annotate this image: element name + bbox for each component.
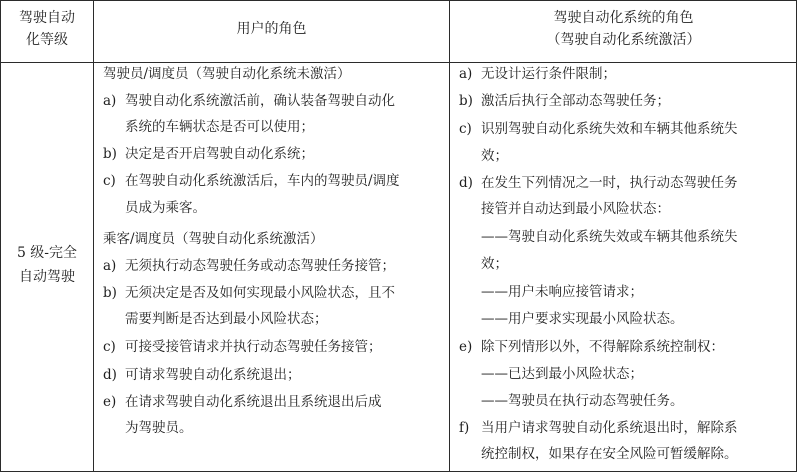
header-user-role: 用户的角色 xyxy=(236,21,307,37)
header-level-cell xyxy=(1,7,93,51)
system-item-e-sub2: ——驾驶员在执行动态驾驶任务。 xyxy=(481,393,684,409)
system-item-a-marker: a) xyxy=(459,66,473,82)
user-item-c xyxy=(103,169,400,194)
system-item-b xyxy=(459,89,670,114)
passenger-item-e-line1: 在请求驾驶自动化系统退出且系统退出后成 xyxy=(125,394,382,410)
system-item-c-marker: c) xyxy=(459,121,472,137)
passenger-item-b-line2: 需要判断是否达到最小风险状态； xyxy=(125,311,328,327)
user-item-b-line1: 决定是否开启驾驶自动化系统； xyxy=(125,146,314,162)
system-item-f xyxy=(459,416,738,441)
level-cell xyxy=(1,241,93,289)
system-item-c-line1: 识别驾驶自动化系统失效和车辆其他系统失 xyxy=(481,121,738,137)
passenger-item-d xyxy=(103,363,301,388)
user-item-a-line2: 系统的车辆状态是否可以使用； xyxy=(125,119,314,135)
system-item-d-line2: 接管并自动达到最小风险状态： xyxy=(481,201,670,217)
user-item-c-line2: 员成为乘客。 xyxy=(125,200,206,216)
header-system-role-line1: 驾驶自动化系统的角色 xyxy=(553,10,694,26)
system-item-a-line1: 无设计运行条件限制； xyxy=(481,66,616,82)
system-item-e-marker: e) xyxy=(459,339,473,355)
user-item-a-marker: a) xyxy=(103,93,117,109)
driver-heading: 驾驶员/调度员（驾驶自动化系统未激活） xyxy=(103,66,351,82)
system-item-d xyxy=(459,171,738,196)
user-item-b-marker: b) xyxy=(103,146,117,162)
passenger-item-c xyxy=(103,335,382,360)
header-level-line1: 驾驶自动 xyxy=(19,10,75,26)
user-item-b xyxy=(103,142,314,167)
system-item-f-line1: 当用户请求驾驶自动化系统退出时，解除系 xyxy=(481,420,738,436)
system-item-d-line1: 在发生下列情况之一时，执行动态驾驶任务 xyxy=(481,175,738,191)
system-item-f-marker: f) xyxy=(459,420,470,436)
level-line1: 5 级-完全 xyxy=(16,245,78,261)
system-item-e-line1: 除下列情形以外，不得解除系统控制权： xyxy=(481,339,724,355)
level-line2: 自动驾驶 xyxy=(19,269,75,285)
system-item-a xyxy=(459,62,616,87)
header-system-role-cell xyxy=(450,7,797,51)
system-item-d-sub2: ——用户未响应接管请求； xyxy=(481,284,643,300)
user-item-a-line1: 驾驶自动化系统激活前，确认装备驾驶自动化 xyxy=(125,93,395,109)
system-item-e-sub1: ——已达到最小风险状态； xyxy=(481,366,643,382)
system-item-c xyxy=(459,117,738,142)
user-item-c-line1: 在驾驶自动化系统激活后，车内的驾驶员/调度 xyxy=(125,173,400,189)
column-divider-2 xyxy=(449,1,450,471)
passenger-item-d-line1: 可请求驾驶自动化系统退出； xyxy=(125,367,301,383)
system-item-c-line2: 效； xyxy=(481,148,508,164)
passenger-item-a-line1: 无须执行动态驾驶任务或动态驾驶任务接管； xyxy=(125,258,395,274)
system-item-d-sub1-line2: 效； xyxy=(481,256,508,272)
passenger-item-e-line2: 为驾驶员。 xyxy=(125,420,193,436)
system-item-d-marker: d) xyxy=(459,175,473,191)
passenger-item-c-line1: 可接受接管请求并执行动态驾驶任务接管； xyxy=(125,339,382,355)
passenger-item-a xyxy=(103,254,395,279)
system-item-d-sub1-line1: ——驾驶自动化系统失效或车辆其他系统失 xyxy=(481,229,738,245)
passenger-item-e xyxy=(103,390,382,415)
user-item-c-marker: c) xyxy=(103,173,116,189)
column-divider-1 xyxy=(93,1,94,471)
system-item-b-marker: b) xyxy=(459,93,473,109)
header-system-role-line2: （驾驶自动化系统激活） xyxy=(546,32,701,48)
system-item-b-line1: 激活后执行全部动态驾驶任务； xyxy=(481,93,670,109)
user-item-a xyxy=(103,89,395,114)
passenger-heading: 乘客/调度员（驾驶自动化系统激活） xyxy=(103,231,324,247)
header-level-line2: 化等级 xyxy=(26,32,68,48)
passenger-item-e-marker: e) xyxy=(103,394,117,410)
system-item-d-sub3: ——用户要求实现最小风险状态。 xyxy=(481,311,684,327)
passenger-item-b xyxy=(103,281,395,306)
system-item-e xyxy=(459,335,724,360)
passenger-item-c-marker: c) xyxy=(103,339,116,355)
passenger-item-a-marker: a) xyxy=(103,258,117,274)
passenger-item-b-marker: b) xyxy=(103,285,117,301)
passenger-item-b-line1: 无须决定是否及如何实现最小风险状态，且不 xyxy=(125,285,395,301)
system-item-f-line2: 统控制权，如果存在安全风险可暂缓解除。 xyxy=(481,446,738,462)
passenger-item-d-marker: d) xyxy=(103,367,117,383)
